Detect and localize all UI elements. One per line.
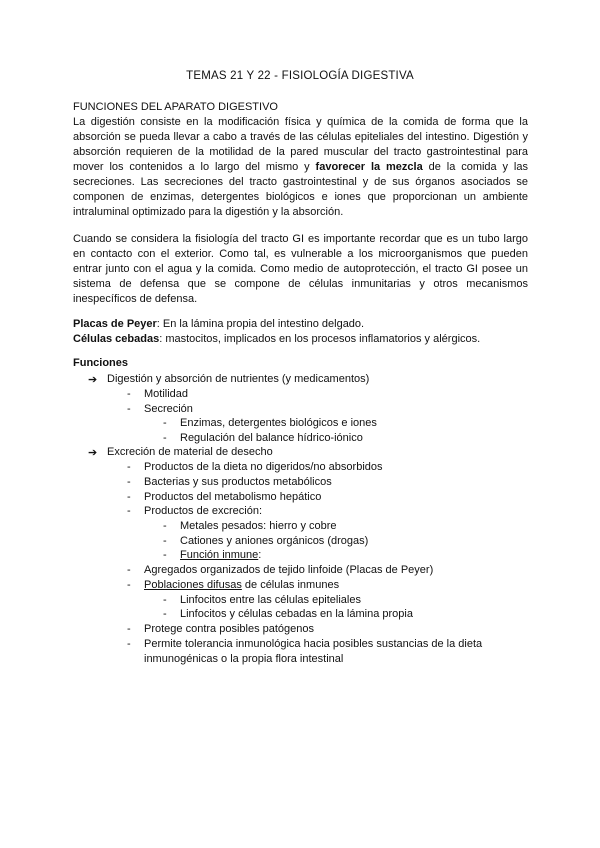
list-item-text: de células inmunes [241, 579, 340, 591]
list-item: Protege contra posibles patógenos [144, 623, 315, 635]
definition-text: : mastocitos, implicados en los procesos inflamatorios y alérgicos. [159, 333, 481, 345]
underlined-text: Poblaciones difusas [144, 579, 242, 591]
list-item: Enzimas, detergentes biológicos e iones [180, 417, 377, 429]
dash-bullet: - [127, 564, 131, 576]
dash-bullet: - [163, 594, 167, 606]
dash-bullet: - [163, 535, 167, 547]
para1-text-b: de la comida y las secreciones. Las secreciones del tracto gastrointestinal y de sus órganos asociados se componen de enzimas, detergentes biológicos e iones que proporcionan un ambiente intraluminal optimizado para la digestión y la absorción. [73, 161, 528, 218]
list-item-continuation: inmunogénicas o la propia flora intestinal [144, 653, 344, 665]
dash-bullet: - [163, 432, 167, 444]
list-item: Agregados organizados de tejido linfoide (Placas de Peyer) [144, 564, 434, 576]
colon-text: : [258, 549, 262, 561]
dash-bullet: - [163, 417, 167, 429]
list-item: Metales pesados: hierro y cobre [180, 520, 337, 532]
para1-bold: favorecer la mezcla [315, 161, 423, 173]
dash-bullet: - [127, 403, 131, 415]
page-title: TEMAS 21 Y 22 - FISIOLOGÍA DIGESTIVA [186, 70, 414, 82]
dash-bullet: - [127, 491, 131, 503]
list-item: Cationes y aniones orgánicos (drogas) [180, 535, 369, 547]
paragraph-digestion [73, 115, 528, 220]
arrow-bullet-icon: ➔ [88, 374, 98, 386]
dash-bullet: - [127, 388, 131, 400]
dash-bullet: - [127, 461, 131, 473]
list-item: Bacterias y sus productos metabólicos [144, 476, 332, 488]
dash-bullet: - [163, 549, 167, 561]
list-item: Secreción [144, 403, 193, 415]
dash-bullet: - [127, 579, 131, 591]
paragraph-gi-tract: Cuando se considera la fisiología del tracto GI es importante recordar que es un tubo largo en contacto con el exterior. Como tal, es vulnerable a los microorganismos que pueden entrar junto con el agua y la comida. Como medio de autoprotección, el tracto GI posee un sistema de defensa que se compone de células inmunitarias y otros mecanismos inespecíficos de defensa. [73, 233, 528, 305]
arrow-bullet-icon: ➔ [88, 447, 98, 459]
functions-heading: Funciones [73, 357, 129, 369]
definition-celulas-cebadas [73, 333, 480, 345]
dash-bullet: - [127, 638, 131, 650]
underlined-text: Función inmune [180, 549, 259, 561]
definition-term: Placas de Peyer [73, 318, 157, 330]
list-item: Productos de la dieta no digeridos/no absorbidos [144, 461, 383, 473]
list-item: Excreción de material de desecho [107, 446, 273, 458]
definition-placas-peyer [73, 318, 364, 330]
dash-bullet: - [127, 476, 131, 488]
list-item-funcion-inmune [180, 549, 261, 561]
dash-bullet: - [163, 608, 167, 620]
list-item: Linfocitos entre las células epiteliales [180, 594, 361, 606]
list-item: Digestión y absorción de nutrientes (y medicamentos) [107, 373, 370, 385]
section-heading: FUNCIONES DEL APARATO DIGESTIVO [73, 101, 278, 113]
list-item-poblaciones [144, 579, 339, 591]
list-item: Regulación del balance hídrico-iónico [180, 432, 363, 444]
dash-bullet: - [163, 520, 167, 532]
list-item: Productos del metabolismo hepático [144, 491, 322, 503]
list-item: Permite tolerancia inmunológica hacia posibles sustancias de la dieta [144, 638, 483, 650]
list-item: Linfocitos y células cebadas en la lámina propia [180, 608, 413, 620]
list-item: Productos de excreción: [144, 505, 263, 517]
list-item: Motilidad [144, 388, 189, 400]
definition-term: Células cebadas [73, 333, 160, 345]
dash-bullet: - [127, 505, 131, 517]
definition-text: : En la lámina propia del intestino delgado. [156, 318, 365, 330]
dash-bullet: - [127, 623, 131, 635]
para1-text-a: La digestión consiste en la modificación física y química de la comida de forma que la absorción se pueda llevar a cabo a través de las células epiteliales del intestino. Digestión y absorción requieren de la motilidad de la pared muscular del tracto gastrointestinal para mover los contenidos a lo largo del mismo y [73, 116, 528, 173]
